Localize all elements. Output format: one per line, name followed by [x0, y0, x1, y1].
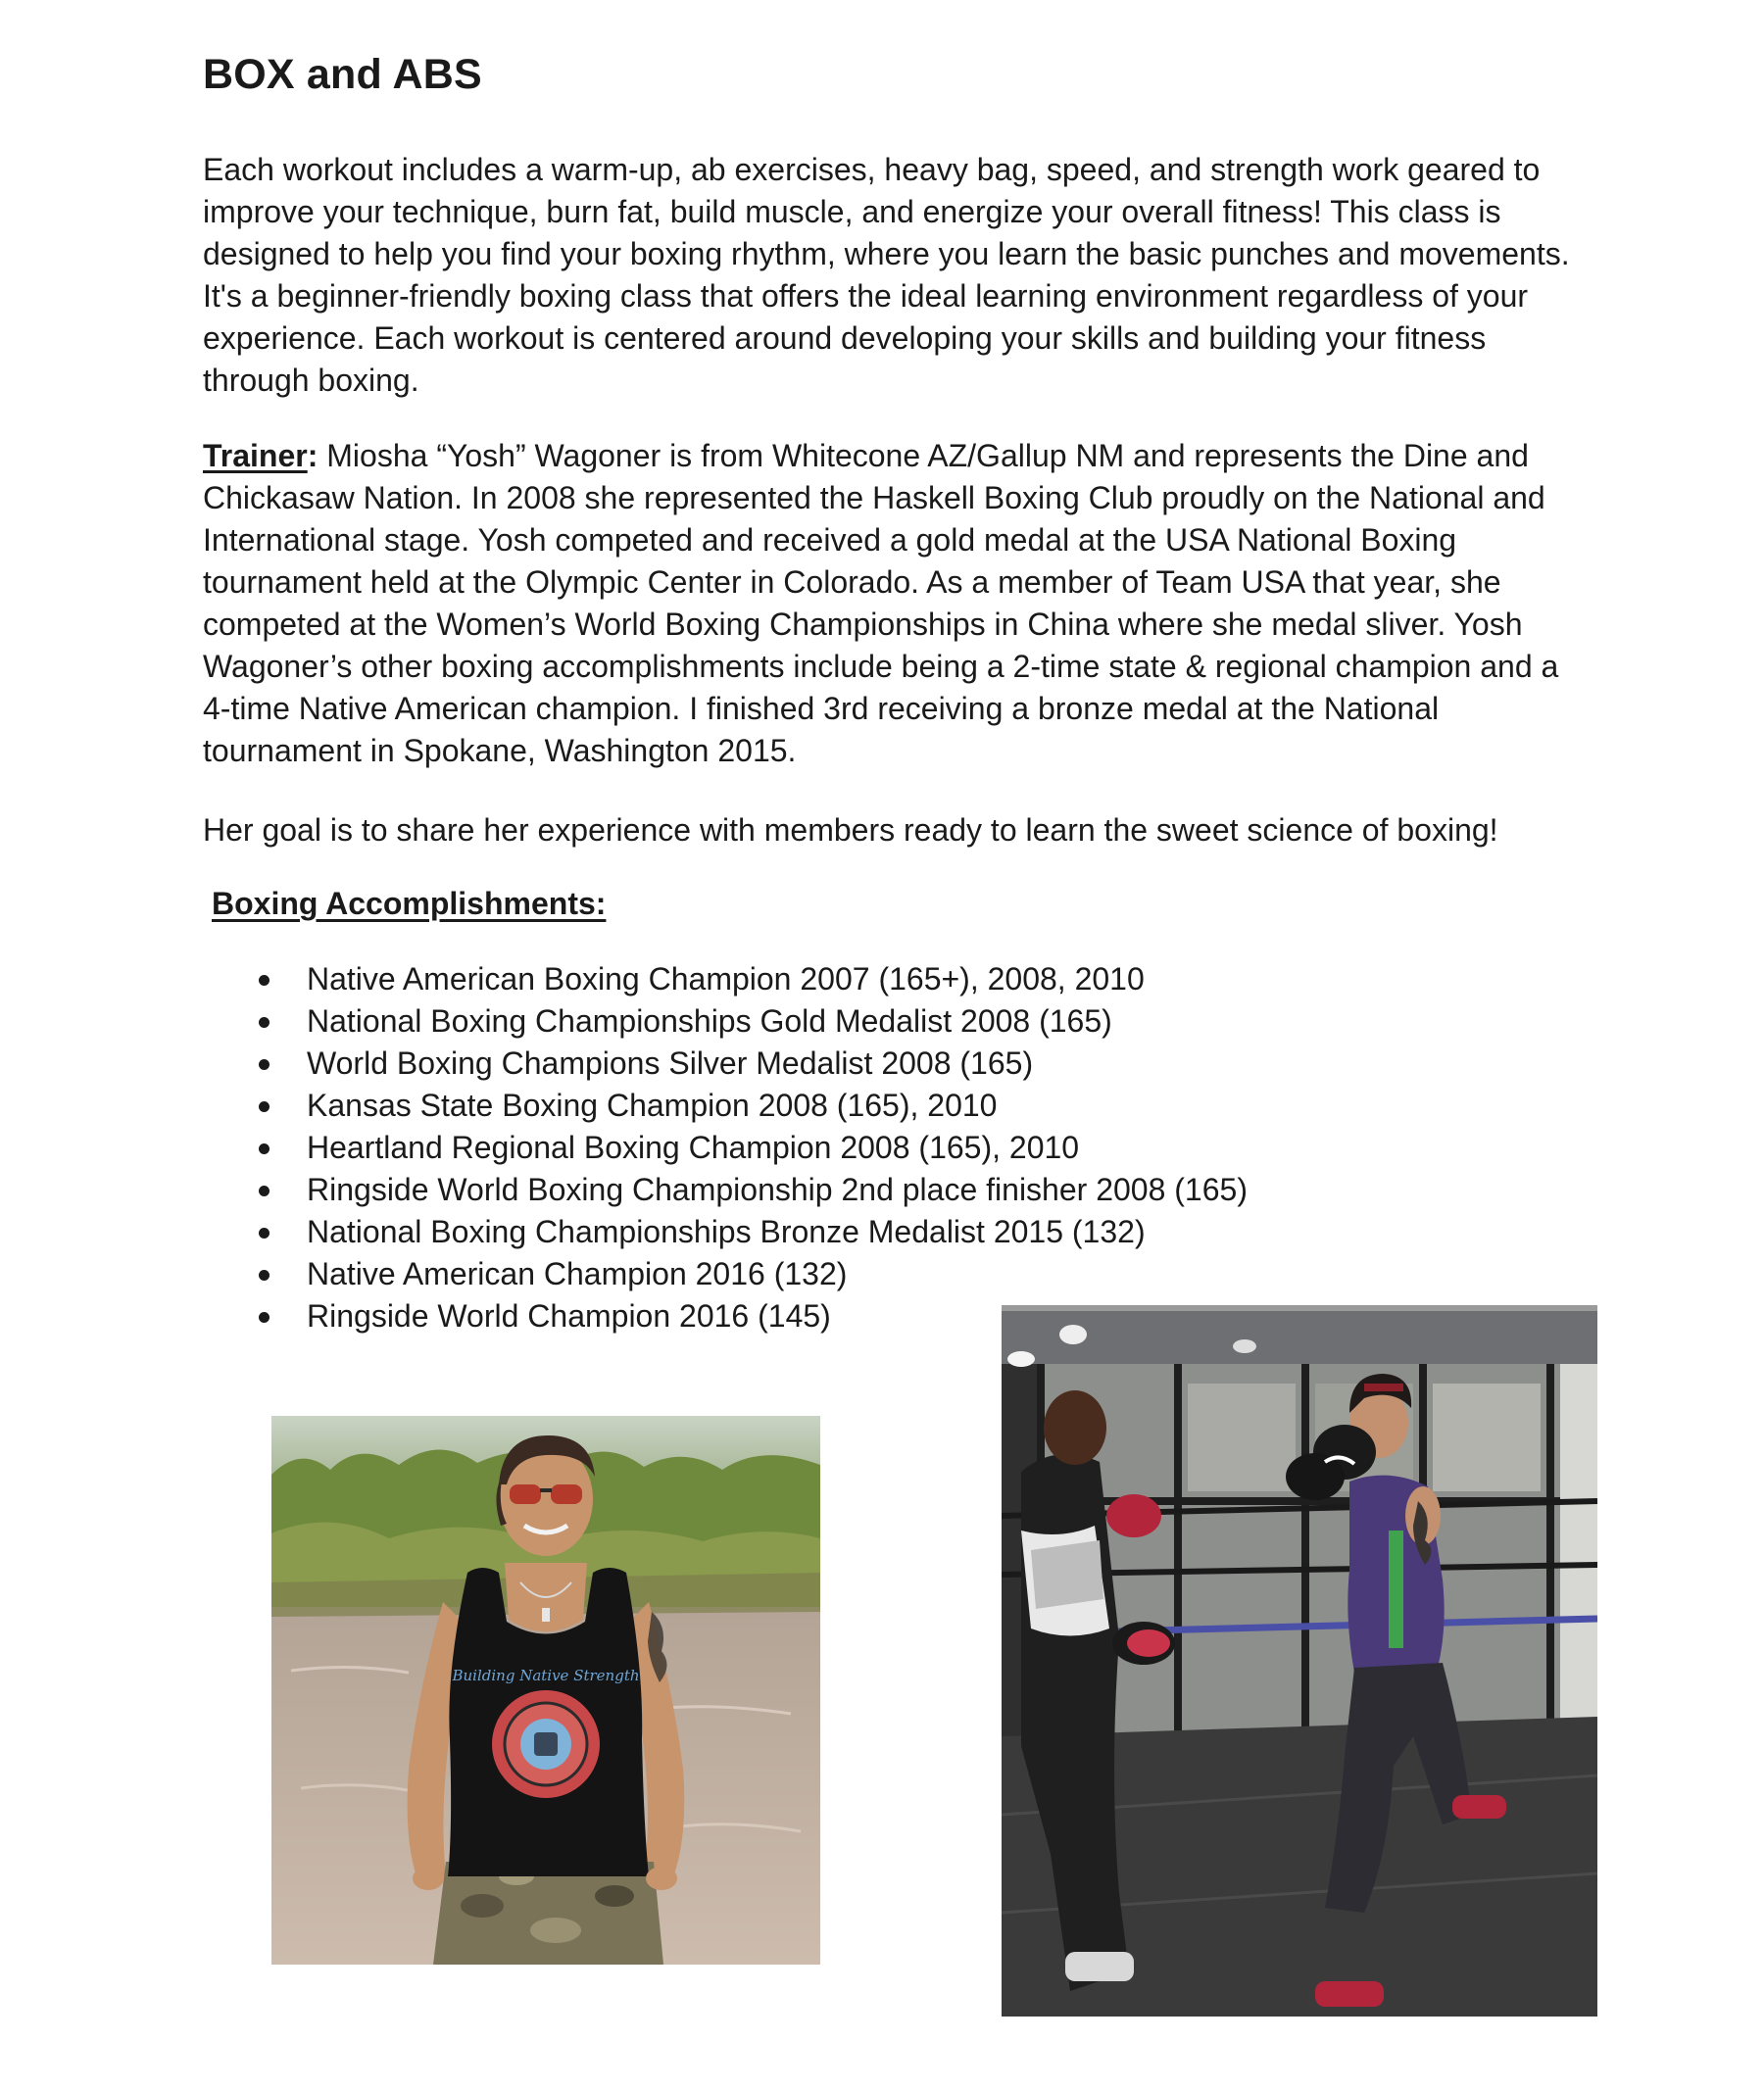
list-item: [0, 1169, 1248, 1211]
list-item-text: Ringside World Champion 2016 (145): [307, 1298, 831, 1334]
list-item-text: National Boxing Championships Bronze Medalist 2015 (132): [307, 1214, 1146, 1249]
bullet-icon: [259, 1228, 270, 1239]
list-item-text: Kansas State Boxing Champion 2008 (165), 2010: [307, 1088, 998, 1123]
bullet-icon: [259, 1017, 270, 1028]
list-item-text: Heartland Regional Boxing Champion 2008 (165), 2010: [307, 1130, 1080, 1165]
list-item: [0, 958, 1248, 1000]
trainer-bio-text: Miosha “Yosh” Wagoner is from Whitecone AZ/Gallup NM and represents the Dine and Chickasaw Nation. In 2008 she represented the Haskell Boxing Club proudly on the National and International stage. Yosh competed and received a gold medal at the USA National Boxing tournament held at the Olympic Center in Colorado. As a member of Team USA that year, she competed at the Women’s World Boxing Championships in China where she medal sliver. Yosh Wagoner’s other boxing accomplishments include being a 2-time state & regional champion and a 4-time Native American champion. I finished 3rd receiving a bronze medal at the National tournament in Spokane, Washington 2015.: [203, 438, 1559, 768]
trainer-goal: Her goal is to share her experience with members ready to learn the sweet science of boxing!: [203, 812, 1498, 848]
bullet-icon: [259, 1059, 270, 1070]
bullet-icon: [259, 1143, 270, 1154]
list-item: [0, 1043, 1248, 1085]
class-description: Each workout includes a warm-up, ab exercises, heavy bag, speed, and strength work geared to improve your technique, burn fat, build muscle, and energize your overall fitness! This class is designed to help you find your boxing rhythm, where you learn the basic punches and movements. It's a beginner-friendly boxing class that offers the ideal learning environment regardless of your experience. Each workout is centered around developing your skills and building your fitness through boxing.: [203, 152, 1570, 398]
list-item: [0, 1211, 1248, 1253]
list-item-text: Ringside World Boxing Championship 2nd place finisher 2008 (165): [307, 1172, 1248, 1207]
bullet-icon: [259, 1312, 270, 1323]
shirt-graphic-text: Building Native Strength: [452, 1667, 640, 1684]
bullet-icon: [259, 1186, 270, 1196]
list-item: [0, 1085, 1248, 1127]
list-item: [0, 1000, 1248, 1043]
list-item-text: World Boxing Champions Silver Medalist 2008 (165): [307, 1045, 1034, 1081]
trainer-portrait-photo: [271, 1416, 820, 1965]
list-item-text: Native American Champion 2016 (132): [307, 1256, 848, 1291]
list-item: [0, 1127, 1248, 1169]
list-item-text: Native American Boxing Champion 2007 (165+), 2008, 2010: [307, 961, 1145, 996]
list-item-text: National Boxing Championships Gold Medalist 2008 (165): [307, 1003, 1112, 1039]
trainer-label: Trainer: [203, 438, 308, 473]
training-session-photo: [1002, 1305, 1597, 2017]
page-title: BOX and ABS: [203, 51, 482, 98]
trainer-bio: [203, 435, 1594, 772]
list-item: [0, 1253, 1248, 1295]
trainer-colon: :: [307, 438, 318, 473]
bullet-icon: [259, 1270, 270, 1281]
accomplishments-list: [0, 958, 1248, 1337]
bullet-icon: [259, 1101, 270, 1112]
accomplishments-heading: Boxing Accomplishments:: [212, 886, 607, 921]
bullet-icon: [259, 975, 270, 986]
